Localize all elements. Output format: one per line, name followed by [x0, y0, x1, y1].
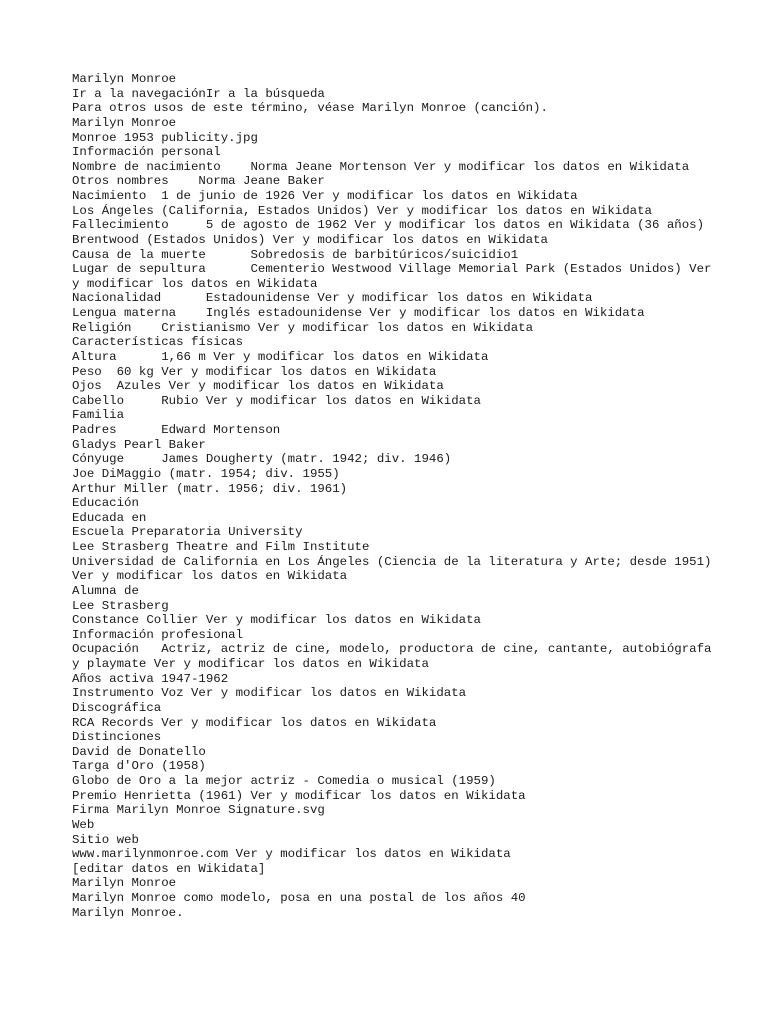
text-line: Web	[72, 817, 95, 832]
text-line: Educación	[72, 496, 139, 511]
text-line: RCA Records Ver y modificar los datos en Wikidata	[72, 715, 437, 730]
text-line: Lengua materna Inglés estadounidense Ver y modificar los datos en Wikidata	[72, 306, 645, 320]
text-line: Nacionalidad Estadounidense Ver y modificar los datos en Wikidata	[72, 291, 593, 306]
text-line: Escuela Preparatoria University	[72, 525, 303, 540]
text-line: Universidad de California en Los Ángeles (Ciencia de la literatura y Arte; desde 1951) Ver y modificar los datos en Wikidata	[72, 554, 719, 584]
text-line: Sitio web	[72, 832, 139, 847]
text-line: Ojos Azules Ver y modificar los datos en Wikidata	[72, 379, 444, 394]
text-line: Discográfica	[72, 700, 162, 715]
text-line: Ocupación Actriz, actriz de cine, modelo, productora de cine, cantante, autobiógrafa y playmate Ver y modificar los datos en Wikidata	[72, 642, 719, 671]
text-line: [editar datos en Wikidata]	[72, 861, 266, 876]
text-line: Monroe 1953 publicity.jpg	[72, 130, 258, 145]
text-line: Educada en	[72, 510, 147, 525]
text-line: Nombre de nacimiento Norma Jeane Mortenson Ver y modificar los datos en Wikidata	[72, 159, 690, 174]
text-line: Información profesional	[72, 627, 244, 642]
text-line: Brentwood (Estados Unidos) Ver y modificar los datos en Wikidata	[72, 232, 548, 247]
text-line: Instrumento Voz Ver y modificar los datos en Wikidata	[72, 686, 467, 701]
text-line: Los Ángeles (California, Estados Unidos) Ver y modificar los datos en Wikidata	[72, 203, 652, 218]
text-line: Targa d'Oro (1958)	[72, 759, 206, 774]
text-line: Arthur Miller (matr. 1956; div. 1961)	[72, 481, 348, 496]
text-line: Marilyn Monroe	[72, 115, 177, 130]
text-line: Nacimiento 1 de junio de 1926 Ver y modificar los datos en Wikidata	[72, 189, 578, 203]
text-line: Ir a la navegaciónIr a la búsqueda	[72, 86, 325, 101]
text-line: Lee Strasberg Theatre and Film Institute	[72, 540, 370, 554]
text-line: Gladys Pearl Baker	[72, 437, 206, 452]
text-line: www.marilynmonroe.com Ver y modificar los datos en Wikidata	[72, 847, 511, 862]
text-line: Altura 1,66 m Ver y modificar los datos en Wikidata	[72, 349, 489, 364]
text-line: Causa de la muerte Sobredosis de barbitúricos/suicidio1	[72, 247, 519, 262]
text-line: Lee Strasberg	[72, 598, 169, 613]
text-line: Joe DiMaggio (matr. 1954; div. 1955)	[72, 466, 340, 481]
text-line: Religión Cristianismo Ver y modificar los datos en Wikidata	[72, 320, 534, 335]
text-line: Fallecimiento 5 de agosto de 1962 Ver y modificar los datos en Wikidata (36 años)	[72, 218, 705, 233]
text-line: Alumna de	[72, 583, 139, 598]
text-line: Características físicas	[72, 335, 244, 350]
text-line: Cónyuge James Dougherty (matr. 1942; div. 1946)	[72, 452, 452, 467]
text-line: Otros nombres Norma Jeane Baker	[72, 174, 325, 189]
text-line: Información personal	[72, 145, 221, 160]
text-line: Firma Marilyn Monroe Signature.svg	[72, 803, 325, 818]
document-body	[72, 72, 719, 920]
text-line: Marilyn Monroe	[72, 876, 177, 891]
text-line: David de Donatello	[72, 744, 206, 759]
text-line: Distinciones	[72, 730, 162, 745]
text-line: Cabello Rubio Ver y modificar los datos en Wikidata	[72, 393, 481, 408]
text-line: Marilyn Monroe.	[72, 905, 184, 920]
text-line: Premio Henrietta (1961) Ver y modificar los datos en Wikidata	[72, 788, 526, 803]
text-line: Marilyn Monroe	[72, 72, 177, 86]
text-line: Años activa 1947-1962	[72, 671, 229, 686]
text-line: Globo de Oro a la mejor actriz - Comedia o musical (1959)	[72, 774, 496, 788]
text-line: Lugar de sepultura Cementerio Westwood Village Memorial Park (Estados Unidos) Ver y modificar los datos en Wikidata	[72, 262, 719, 291]
text-line: Padres Edward Mortenson	[72, 423, 281, 437]
text-line: Familia	[72, 408, 125, 423]
text-line: Peso 60 kg Ver y modificar los datos en Wikidata	[72, 364, 437, 379]
text-line: Marilyn Monroe como modelo, posa en una postal de los años 40	[72, 891, 526, 905]
text-line: Constance Collier Ver y modificar los datos en Wikidata	[72, 613, 481, 628]
text-line: Para otros usos de este término, véase Marilyn Monroe (canción).	[72, 101, 548, 116]
